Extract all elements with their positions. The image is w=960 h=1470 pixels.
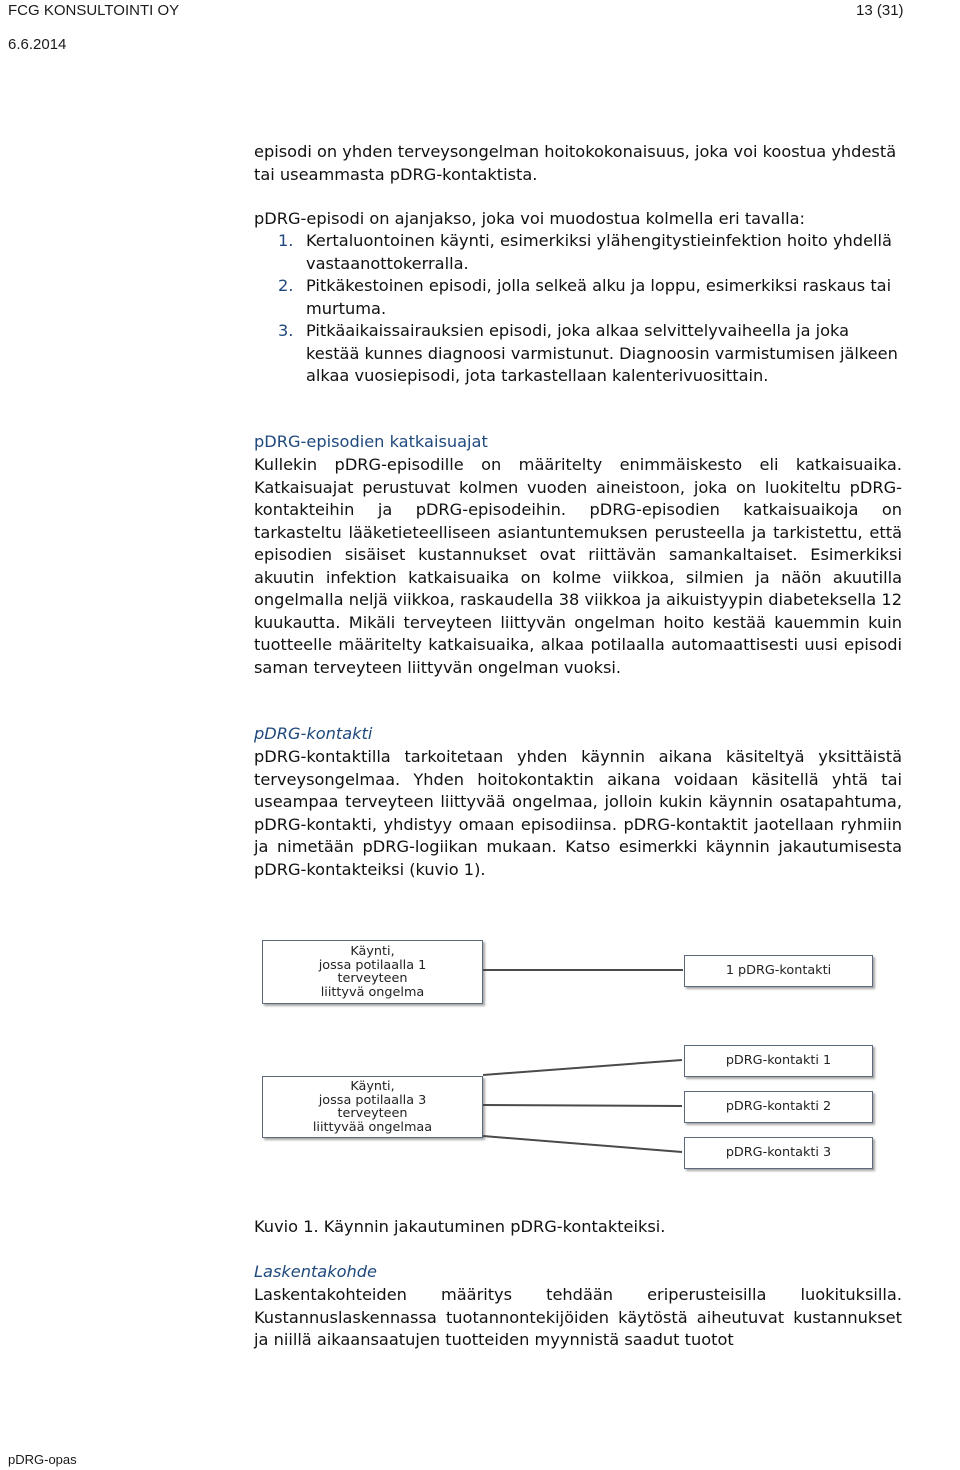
contact-label: pDRG-kontakti 3 bbox=[725, 1145, 832, 1161]
contact-label: pDRG-kontakti 1 bbox=[725, 1053, 832, 1069]
list-item bbox=[278, 320, 902, 388]
section-heading-cutoff: pDRG-episodien katkaisuajat bbox=[254, 432, 488, 451]
contact-label: 1 pDRG-kontakti bbox=[725, 963, 832, 979]
document-body bbox=[254, 0, 902, 1440]
visit-box-line: Käynti, bbox=[350, 1079, 395, 1094]
list-text bbox=[306, 320, 902, 388]
visit-box-line: terveyteen bbox=[337, 1106, 408, 1121]
episode-definition: episodi on yhden terveysongelman hoitokokonaisuus, joka voi koostua yhdestä tai useammasta pDRG-kontaktista. bbox=[254, 142, 897, 184]
visit-box-line: liittyvää ongelmaa bbox=[312, 1119, 433, 1135]
list-number: 1. bbox=[278, 231, 294, 250]
footer-label: pDRG-opas bbox=[8, 1452, 77, 1467]
section-heading-costing: Laskentakohde bbox=[254, 1262, 378, 1281]
header-company: FCG KONSULTOINTI OY bbox=[8, 2, 180, 19]
contact-label: pDRG-kontakti 2 bbox=[725, 1099, 832, 1115]
visit-box-line: jossa potilaalla 3 bbox=[318, 1092, 427, 1108]
episode-forms-lead: pDRG-episodi on ajanjakso, joka voi muodostua kolmella eri tavalla: bbox=[254, 209, 805, 228]
header-page-number: 13 (31) bbox=[856, 2, 904, 19]
list-item bbox=[278, 230, 902, 275]
visit-box-line: jossa potilaalla 1 bbox=[318, 957, 427, 973]
cutoff-paragraph: Kullekin pDRG-episodille on määritelty enimmäiskesto eli katkaisuaika. Katkaisuajat perustuvat kolmen vuoden aineistoon, joka on luokiteltu pDRG-kontakteihin ja pDRG-episodeihin. pDRG-episodien katkaisuaikoja on tarkasteltu lääketieteelliseen asiantuntemuksen perusteella ja tarkistettu, että episodien sisäiset kustannukset ovat riittävän samankaltaiset. Esimerkiksi akuutin infektion katkaisuaika on kolme viikkoa, silmien ja näön akuutilla ongelmalla neljä viikkoa, raskaudella 38 viikkoa ja aikuistyypin diabeteksella 12 kuukautta. Mikäli terveyteen liittyvän ongelman hoito kestää kauemmin kuin tuotteelle määritelty katkaisuaika, alkaa potilaalla automaattisesti uusi episodi saman terveyteen liittyvän ongelman vuoksi. bbox=[254, 455, 902, 677]
header-date: 6.6.2014 bbox=[8, 36, 67, 53]
visit-box-line: Käynti, bbox=[350, 944, 395, 959]
section-heading-contact: pDRG-kontakti bbox=[254, 724, 373, 743]
contact-paragraph: pDRG-kontaktilla tarkoitetaan yhden käynnin aikana käsiteltyä yksittäistä terveysongelmaa. Yhden hoitokontaktin aikana voidaan käsitellä yhtä tai useampaa terveyteen liittyvää ongelmaa, jolloin kukin käynnin osatapahtuma, pDRG-kontakti, yhdistyy omaan episodiinsa. pDRG-kontaktit jaotellaan ryhmiin ja nimetään pDRG-logiikan mukaan. Katso esimerkki käynnin jakautumisesta pDRG-kontakteiksi (kuvio 1). bbox=[254, 747, 902, 879]
list-number: 3. bbox=[278, 321, 294, 340]
costing-paragraph: Laskentakohteiden määritys tehdään eriperusteisilla luokituksilla. Kustannuslaskennassa tuotannontekijöiden käytöstä aiheutuvat kustannukset ja niillä aikaansaatujen tuotteiden myynnistä saadut tuotot bbox=[254, 1285, 902, 1349]
list-text: Kertaluontoinen käynti, esimerkiksi ylähengitystieinfektion hoito yhdellä vastaanottokerralla. bbox=[306, 231, 892, 273]
list-text-part: Pitkäaikaissairauksien episodi, joka alkaa selvittelyvaiheella ja joka kestää kunnes diagnoosi varmistunut. bbox=[306, 321, 850, 363]
list-item bbox=[278, 275, 902, 320]
list-text-continuation: Diagnoosin varmistumisen jälkeen alkaa vuosiepisodi, jota tarkastellaan kalenterivuosittain. bbox=[306, 343, 898, 385]
figure-caption: Kuvio 1. Käynnin jakautuminen pDRG-kontakteiksi. bbox=[254, 1217, 666, 1236]
list-number: 2. bbox=[278, 276, 294, 295]
visit-box-line: liittyvä ongelma bbox=[320, 984, 425, 1000]
visit-box-line: terveyteen bbox=[337, 971, 408, 986]
list-text: Pitkäkestoinen episodi, jolla selkeä alku ja loppu, esimerkiksi raskaus tai murtuma. bbox=[306, 276, 892, 318]
